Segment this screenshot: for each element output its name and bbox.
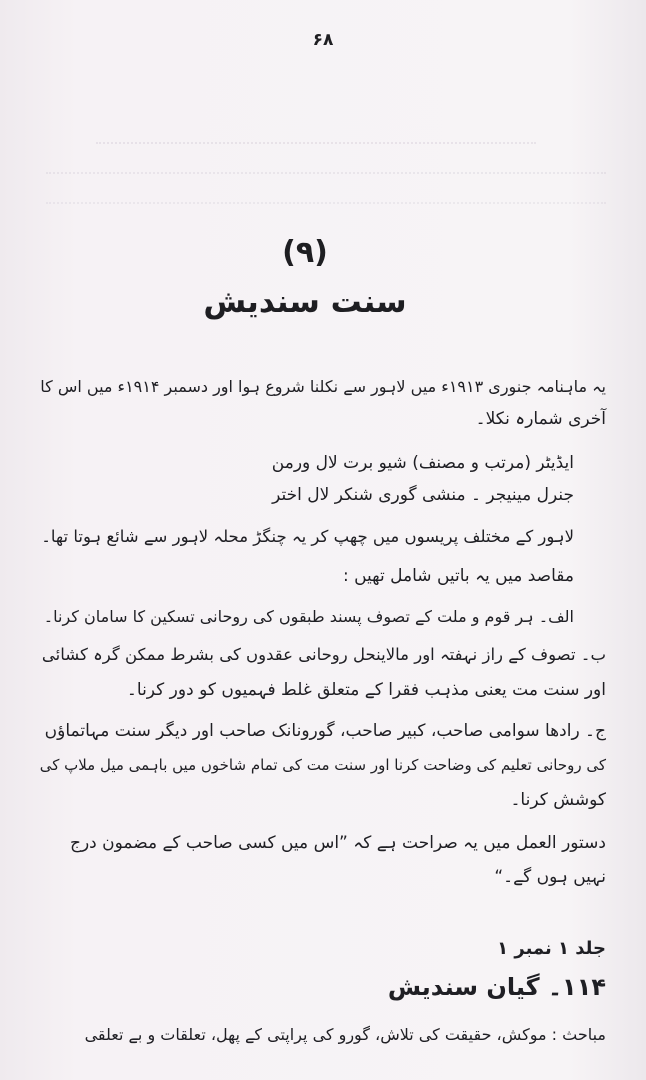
entry-heading: ۱۱۴۔ گیان سندیش (387, 973, 606, 1001)
constitution-line-2: نہیں ہوں گے۔“ (494, 867, 606, 887)
bleed-through-decoration (96, 128, 536, 144)
aims-intro-line: مقاصد میں یہ باتیں شامل تھیں : (342, 566, 574, 586)
page-number: ۶۸ (312, 30, 334, 50)
aim-jeem-line-2: کی روحانی تعلیم کی وضاحت کرنا اور سنت مت کی تمام شاخوں میں باہمی میل ملاپ کی (39, 756, 606, 774)
aim-jeem-line-3: کوشش کرنا۔ (510, 790, 606, 810)
volume-label: جلد ۱ نمبر ۱ (497, 938, 606, 959)
intro-line-2: آخری شمارہ نکلا۔ (475, 409, 606, 429)
chapter-title: سنت سندیش (203, 284, 407, 320)
aim-be-line-2: اور سنت مت یعنی مذہب فقرا کے متعلق غلط فہمیوں کو دور کرنا۔ (126, 680, 606, 700)
press-line: لاہور کے مختلف پریسوں میں چھپ کر یہ چنگڑ محلہ لاہور سے شائع ہوتا تھا۔ (41, 527, 574, 546)
aim-alif-line: الف۔ ہر قوم و ملت کے تصوف پسند طبقوں کی روحانی تسکین کا سامان کرنا۔ (43, 607, 574, 626)
bleed-through-decoration (46, 158, 606, 174)
editor-line: ایڈیٹر (مرتب و مصنف) شیو برت لال ورمن (271, 453, 574, 473)
intro-line-1: یہ ماہنامہ جنوری ۱۹۱۳ء میں لاہور سے نکلنا شروع ہوا اور دسمبر ۱۹۱۴ء میں اس کا (40, 377, 606, 396)
manager-line: جنرل مینیجر ۔ منشی گوری شنکر لال اختر (272, 485, 574, 505)
topics-line: مباحث : موکش، حقیقت کی تلاش، گورو کی پراپتی کے پھل، تعلقات و بے تعلقی (84, 1025, 606, 1044)
constitution-line-1: دستور العمل میں یہ صراحت ہے کہ ”اس میں کسی صاحب کے مضمون درج (69, 833, 606, 853)
aim-be-line-1: ب۔ تصوف کے راز نہفتہ اور مالاینحل روحانی عقدوں کی بشرط ممکن گرہ کشائی (41, 645, 606, 664)
bleed-through-decoration (46, 188, 606, 204)
chapter-number: (۹) (282, 235, 328, 270)
aim-jeem-line-1: ج۔ رادھا سوامی صاحب، کبیر صاحب، گورونانک صاحب اور دیگر سنت مہاتماؤں (44, 721, 606, 741)
